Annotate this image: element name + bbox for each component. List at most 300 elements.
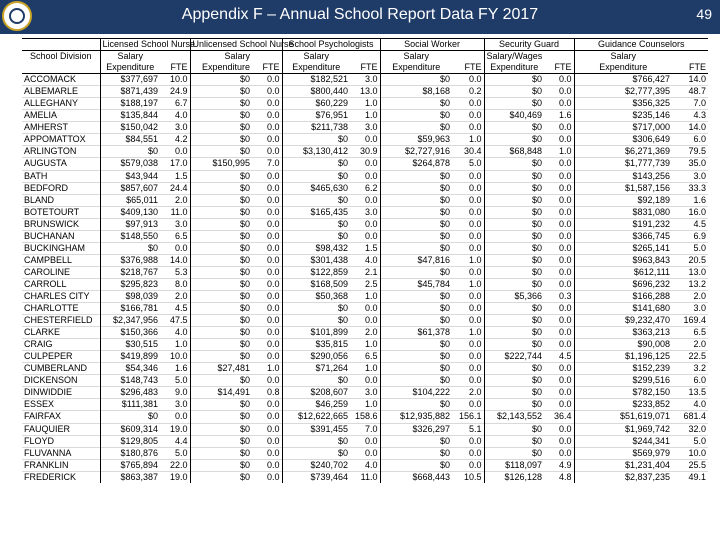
header-spacer: [672, 51, 708, 63]
expenditure-cell: $0: [484, 254, 544, 266]
expenditure-cell: $0: [190, 122, 252, 134]
fte-cell: 0.0: [452, 447, 484, 459]
fte-cell: 6.2: [350, 182, 380, 194]
expenditure-cell: $0: [282, 194, 350, 206]
expenditure-cell: $0: [484, 170, 544, 182]
division-name-cell: AUGUSTA: [22, 158, 100, 170]
expenditure-cell: $0: [380, 170, 452, 182]
expenditure-cell: $0: [190, 146, 252, 158]
expenditure-cell: $306,649: [574, 134, 672, 146]
fte-cell: 0.0: [350, 194, 380, 206]
expenditure-cell: $0: [484, 315, 544, 327]
fte-cell: 30.9: [350, 146, 380, 158]
table-row: [22, 363, 708, 375]
table-row: [22, 278, 708, 290]
fte-cell: 3.0: [350, 122, 380, 134]
expenditure-cell: $0: [190, 74, 252, 86]
fte-cell: 0.0: [452, 375, 484, 387]
fte-cell: 10.0: [160, 351, 190, 363]
expenditure-cell: $0: [190, 218, 252, 230]
table-row: [22, 242, 708, 254]
fte-cell: 0.0: [252, 170, 282, 182]
expenditure-cell: $150,995: [190, 158, 252, 170]
fte-cell: 0.0: [544, 375, 574, 387]
fte-cell: 0.0: [452, 290, 484, 302]
expenditure-cell: $356,325: [574, 98, 672, 110]
fte-cell: 13.5: [672, 387, 708, 399]
fte-cell: 1.0: [544, 146, 574, 158]
fte-cell: 0.0: [452, 339, 484, 351]
fte-cell: 3.0: [350, 206, 380, 218]
expenditure-header: Expenditure: [574, 62, 672, 74]
fte-cell: 2.1: [350, 266, 380, 278]
expenditure-cell: $766,427: [574, 74, 672, 86]
fte-cell: 24.9: [160, 86, 190, 98]
fte-cell: 0.0: [544, 194, 574, 206]
fte-cell: 2.0: [672, 290, 708, 302]
expenditure-cell: $419,899: [100, 351, 160, 363]
expenditure-cell: $326,297: [380, 423, 452, 435]
fte-cell: 0.0: [544, 435, 574, 447]
fte-cell: 2.0: [160, 290, 190, 302]
fte-cell: 14.0: [672, 122, 708, 134]
expenditure-cell: $54,346: [100, 363, 160, 375]
fte-cell: 1.0: [350, 399, 380, 411]
expenditure-cell: $0: [190, 339, 252, 351]
table-row: [22, 110, 708, 122]
fte-cell: 6.9: [672, 230, 708, 242]
expenditure-cell: $59,963: [380, 134, 452, 146]
fte-cell: 0.0: [350, 230, 380, 242]
division-name-cell: DICKENSON: [22, 375, 100, 387]
fte-cell: 0.0: [452, 74, 484, 86]
fte-cell: 0.0: [252, 110, 282, 122]
fte-cell: 4.5: [160, 303, 190, 315]
fte-cell: 0.0: [452, 242, 484, 254]
expenditure-cell: $265,141: [574, 242, 672, 254]
fte-cell: 3.0: [160, 122, 190, 134]
expenditure-cell: $1,196,125: [574, 351, 672, 363]
expenditure-cell: $0: [190, 134, 252, 146]
fte-cell: 0.0: [252, 303, 282, 315]
expenditure-cell: $0: [484, 375, 544, 387]
fte-cell: 4.0: [160, 327, 190, 339]
fte-cell: 7.0: [350, 423, 380, 435]
group-header: School Psychologists: [282, 39, 380, 51]
expenditure-cell: $668,443: [380, 471, 452, 483]
fte-cell: 0.0: [544, 74, 574, 86]
expenditure-cell: $0: [190, 98, 252, 110]
fte-cell: 5.0: [160, 375, 190, 387]
fte-cell: 0.0: [452, 363, 484, 375]
fte-cell: 0.0: [252, 218, 282, 230]
fte-cell: 0.0: [452, 303, 484, 315]
table-body: [22, 74, 708, 483]
expenditure-cell: $0: [484, 447, 544, 459]
expenditure-cell: $101,899: [282, 327, 350, 339]
expenditure-cell: $65,011: [100, 194, 160, 206]
division-name-cell: CHESTERFIELD: [22, 315, 100, 327]
division-name-cell: CHARLOTTE: [22, 303, 100, 315]
division-name-cell: CAROLINE: [22, 266, 100, 278]
expenditure-cell: $68,848: [484, 146, 544, 158]
page-number: 49: [696, 6, 712, 22]
table-row: [22, 170, 708, 182]
expenditure-cell: $0: [190, 435, 252, 447]
expenditure-header: Expenditure: [380, 62, 452, 74]
group-header: Social Worker: [380, 39, 484, 51]
fte-cell: 8.0: [160, 278, 190, 290]
salary-header: Salary: [380, 51, 452, 63]
fte-cell: 22.5: [672, 351, 708, 363]
fte-cell: 3.0: [160, 399, 190, 411]
table-row: [22, 290, 708, 302]
fte-cell: 0.0: [252, 182, 282, 194]
fte-cell: 4.5: [672, 218, 708, 230]
expenditure-cell: $235,146: [574, 110, 672, 122]
expenditure-cell: $0: [190, 266, 252, 278]
fte-cell: 0.0: [544, 278, 574, 290]
expenditure-cell: $240,702: [282, 459, 350, 471]
fte-cell: 6.5: [350, 351, 380, 363]
fte-cell: 4.5: [544, 351, 574, 363]
expenditure-cell: $0: [380, 98, 452, 110]
division-name-cell: CLARKE: [22, 327, 100, 339]
fte-cell: 0.0: [452, 315, 484, 327]
fte-cell: 0.0: [452, 122, 484, 134]
division-name-cell: BUCKINGHAM: [22, 242, 100, 254]
division-name-cell: FLOYD: [22, 435, 100, 447]
fte-cell: 0.0: [452, 182, 484, 194]
expenditure-cell: $0: [190, 399, 252, 411]
expenditure-cell: $0: [190, 471, 252, 483]
fte-cell: 17.0: [160, 158, 190, 170]
division-name-cell: APPOMATTOX: [22, 134, 100, 146]
expenditure-cell: $46,259: [282, 399, 350, 411]
group-header: Guidance Counselors: [574, 39, 708, 51]
division-header: School Division: [29, 51, 92, 62]
expenditure-cell: $27,481: [190, 363, 252, 375]
expenditure-cell: $45,784: [380, 278, 452, 290]
fte-cell: 0.0: [252, 122, 282, 134]
expenditure-cell: $0: [380, 206, 452, 218]
fte-cell: 1.0: [452, 134, 484, 146]
expenditure-cell: $0: [282, 170, 350, 182]
expenditure-cell: $0: [380, 242, 452, 254]
expenditure-cell: $301,438: [282, 254, 350, 266]
expenditure-cell: $12,935,882: [380, 411, 452, 423]
expenditure-cell: $363,213: [574, 327, 672, 339]
fte-cell: 4.0: [672, 399, 708, 411]
fte-cell: 1.0: [452, 327, 484, 339]
fte-cell: 0.0: [544, 242, 574, 254]
fte-cell: 13.0: [350, 86, 380, 98]
expenditure-cell: $150,042: [100, 122, 160, 134]
expenditure-cell: $0: [484, 158, 544, 170]
fte-cell: 1.0: [252, 363, 282, 375]
fte-cell: 5.0: [672, 435, 708, 447]
fte-cell: 3.0: [672, 303, 708, 315]
expenditure-header: Expenditure: [282, 62, 350, 74]
expenditure-cell: $0: [484, 387, 544, 399]
expenditure-cell: $0: [380, 459, 452, 471]
fte-cell: 0.0: [252, 351, 282, 363]
expenditure-cell: $0: [282, 134, 350, 146]
table-row: [22, 399, 708, 411]
expenditure-cell: $739,464: [282, 471, 350, 483]
expenditure-cell: $863,387: [100, 471, 160, 483]
table-row: [22, 435, 708, 447]
expenditure-cell: $0: [190, 230, 252, 242]
expenditure-cell: $0: [380, 290, 452, 302]
group-header: Licensed School Nurse: [100, 39, 190, 51]
expenditure-cell: $97,913: [100, 218, 160, 230]
fte-cell: 0.0: [252, 146, 282, 158]
expenditure-cell: $0: [282, 447, 350, 459]
fte-cell: 0.0: [452, 399, 484, 411]
fte-cell: 24.4: [160, 182, 190, 194]
expenditure-cell: $2,837,235: [574, 471, 672, 483]
fte-cell: 0.0: [544, 182, 574, 194]
column-header-row: [22, 62, 708, 74]
table-row: [22, 182, 708, 194]
division-name-cell: BRUNSWICK: [22, 218, 100, 230]
salary-header-row: [22, 51, 708, 63]
division-name-cell: BLAND: [22, 194, 100, 206]
division-name-cell: BEDFORD: [22, 182, 100, 194]
expenditure-cell: $831,080: [574, 206, 672, 218]
division-name-cell: FAUQUIER: [22, 423, 100, 435]
fte-cell: 0.0: [544, 218, 574, 230]
expenditure-cell: $122,859: [282, 266, 350, 278]
fte-cell: 9.0: [160, 387, 190, 399]
expenditure-cell: $0: [380, 447, 452, 459]
fte-cell: 0.0: [452, 194, 484, 206]
expenditure-cell: $295,823: [100, 278, 160, 290]
fte-cell: 0.3: [544, 290, 574, 302]
expenditure-cell: $0: [190, 327, 252, 339]
expenditure-cell: $188,197: [100, 98, 160, 110]
fte-header: FTE: [350, 62, 380, 74]
fte-cell: 3.0: [350, 387, 380, 399]
division-name-cell: FAIRFAX: [22, 411, 100, 423]
expenditure-cell: $98,432: [282, 242, 350, 254]
table-row: [22, 266, 708, 278]
report-table-container: [22, 38, 708, 528]
fte-cell: 0.0: [350, 170, 380, 182]
fte-cell: 0.0: [252, 230, 282, 242]
expenditure-cell: $696,232: [574, 278, 672, 290]
fte-cell: 0.0: [544, 266, 574, 278]
fte-cell: 0.0: [544, 122, 574, 134]
fte-cell: 48.7: [672, 86, 708, 98]
expenditure-cell: $857,607: [100, 182, 160, 194]
fte-cell: 3.0: [350, 74, 380, 86]
expenditure-cell: $211,738: [282, 122, 350, 134]
fte-cell: 1.0: [350, 339, 380, 351]
expenditure-cell: $0: [190, 86, 252, 98]
expenditure-cell: $0: [100, 146, 160, 158]
fte-cell: 3.0: [672, 170, 708, 182]
fte-cell: 2.0: [672, 339, 708, 351]
expenditure-cell: $148,743: [100, 375, 160, 387]
fte-cell: 0.0: [252, 134, 282, 146]
fte-cell: 4.3: [672, 110, 708, 122]
fte-cell: 0.0: [252, 242, 282, 254]
salary-header: Salary: [574, 51, 672, 63]
expenditure-cell: $0: [484, 206, 544, 218]
expenditure-cell: $0: [100, 411, 160, 423]
expenditure-cell: $118,097: [484, 459, 544, 471]
division-name-cell: ALBEMARLE: [22, 86, 100, 98]
fte-cell: 6.0: [672, 134, 708, 146]
expenditure-cell: $465,630: [282, 182, 350, 194]
division-name-cell: AMELIA: [22, 110, 100, 122]
expenditure-cell: $0: [190, 303, 252, 315]
expenditure-cell: $290,056: [282, 351, 350, 363]
expenditure-cell: $0: [282, 158, 350, 170]
fte-cell: 14.0: [160, 254, 190, 266]
expenditure-cell: $0: [190, 182, 252, 194]
expenditure-cell: $141,680: [574, 303, 672, 315]
expenditure-cell: $92,189: [574, 194, 672, 206]
fte-cell: 1.5: [350, 242, 380, 254]
expenditure-cell: $579,038: [100, 158, 160, 170]
fte-cell: 0.0: [252, 74, 282, 86]
expenditure-cell: $168,509: [282, 278, 350, 290]
expenditure-cell: $0: [380, 110, 452, 122]
fte-cell: 4.0: [160, 110, 190, 122]
expenditure-cell: $166,288: [574, 290, 672, 302]
table-row: [22, 351, 708, 363]
expenditure-cell: $0: [190, 411, 252, 423]
header-spacer: [350, 51, 380, 63]
expenditure-cell: $963,843: [574, 254, 672, 266]
fte-cell: 0.0: [252, 98, 282, 110]
expenditure-cell: $409,130: [100, 206, 160, 218]
expenditure-cell: $182,521: [282, 74, 350, 86]
fte-cell: 0.0: [252, 471, 282, 483]
fte-cell: 0.0: [252, 411, 282, 423]
fte-cell: 4.9: [544, 459, 574, 471]
expenditure-cell: $35,815: [282, 339, 350, 351]
table-row: [22, 447, 708, 459]
group-header: Security Guard: [484, 39, 574, 51]
fte-cell: 0.0: [350, 134, 380, 146]
expenditure-cell: $8,168: [380, 86, 452, 98]
fte-cell: 0.0: [544, 206, 574, 218]
fte-header: FTE: [452, 62, 484, 74]
division-name-cell: ARLINGTON: [22, 146, 100, 158]
expenditure-cell: $0: [380, 303, 452, 315]
table-row: [22, 471, 708, 483]
expenditure-header: Expenditure: [100, 62, 160, 74]
expenditure-cell: $717,000: [574, 122, 672, 134]
division-name-cell: AMHERST: [22, 122, 100, 134]
division-name-cell: ESSEX: [22, 399, 100, 411]
fte-cell: 10.0: [672, 447, 708, 459]
fte-cell: 0.0: [252, 459, 282, 471]
expenditure-cell: $0: [190, 206, 252, 218]
expenditure-cell: $1,231,404: [574, 459, 672, 471]
fte-cell: 47.5: [160, 315, 190, 327]
fte-cell: 0.0: [544, 363, 574, 375]
division-name-cell: FREDERICK: [22, 471, 100, 483]
fte-cell: 0.0: [452, 206, 484, 218]
fte-cell: 4.8: [544, 471, 574, 483]
fte-cell: 2.0: [452, 387, 484, 399]
fte-cell: 16.0: [672, 206, 708, 218]
division-name-cell: DINWIDDIE: [22, 387, 100, 399]
fte-cell: 6.0: [672, 375, 708, 387]
expenditure-cell: $222,744: [484, 351, 544, 363]
fte-cell: 0.0: [252, 423, 282, 435]
fte-cell: 1.0: [350, 110, 380, 122]
expenditure-cell: $0: [484, 363, 544, 375]
page-title: Appendix F – Annual School Report Data FY 2017: [181, 6, 539, 23]
expenditure-cell: $0: [484, 122, 544, 134]
fte-cell: 1.0: [452, 254, 484, 266]
expenditure-cell: $0: [190, 170, 252, 182]
fte-cell: 11.0: [160, 206, 190, 218]
fte-cell: 19.0: [160, 471, 190, 483]
division-name-cell: BUCHANAN: [22, 230, 100, 242]
expenditure-cell: $191,232: [574, 218, 672, 230]
fte-cell: 0.0: [252, 290, 282, 302]
expenditure-cell: $0: [282, 315, 350, 327]
fte-cell: 0.0: [252, 278, 282, 290]
expenditure-cell: $0: [484, 98, 544, 110]
table-row: [22, 98, 708, 110]
fte-cell: 0.0: [452, 230, 484, 242]
fte-header: FTE: [252, 62, 282, 74]
expenditure-cell: $43,944: [100, 170, 160, 182]
fte-cell: 0.0: [452, 98, 484, 110]
expenditure-cell: $90,008: [574, 339, 672, 351]
salary-header: Salary: [190, 51, 252, 63]
table-row: [22, 122, 708, 134]
fte-cell: 4.0: [350, 254, 380, 266]
expenditure-cell: $0: [190, 194, 252, 206]
expenditure-cell: $0: [190, 351, 252, 363]
expenditure-cell: $0: [282, 303, 350, 315]
fte-cell: 0.0: [252, 447, 282, 459]
table-row: [22, 86, 708, 98]
fte-cell: 0.0: [544, 423, 574, 435]
division-name-cell: CARROLL: [22, 278, 100, 290]
expenditure-cell: $569,979: [574, 447, 672, 459]
expenditure-cell: $0: [380, 363, 452, 375]
expenditure-cell: $377,697: [100, 74, 160, 86]
fte-cell: 6.5: [672, 327, 708, 339]
expenditure-cell: $218,767: [100, 266, 160, 278]
fte-cell: 0.0: [452, 266, 484, 278]
expenditure-cell: $0: [380, 339, 452, 351]
expenditure-cell: $244,341: [574, 435, 672, 447]
expenditure-cell: $0: [380, 266, 452, 278]
fte-header: FTE: [672, 62, 708, 74]
fte-cell: 0.0: [452, 110, 484, 122]
expenditure-header: Expenditure: [190, 62, 252, 74]
division-name-cell: FLUVANNA: [22, 447, 100, 459]
expenditure-cell: $0: [484, 194, 544, 206]
expenditure-cell: $61,378: [380, 327, 452, 339]
fte-cell: 5.1: [452, 423, 484, 435]
expenditure-cell: $0: [484, 423, 544, 435]
expenditure-cell: $1,587,156: [574, 182, 672, 194]
fte-cell: 0.0: [252, 339, 282, 351]
report-table: [22, 38, 708, 483]
